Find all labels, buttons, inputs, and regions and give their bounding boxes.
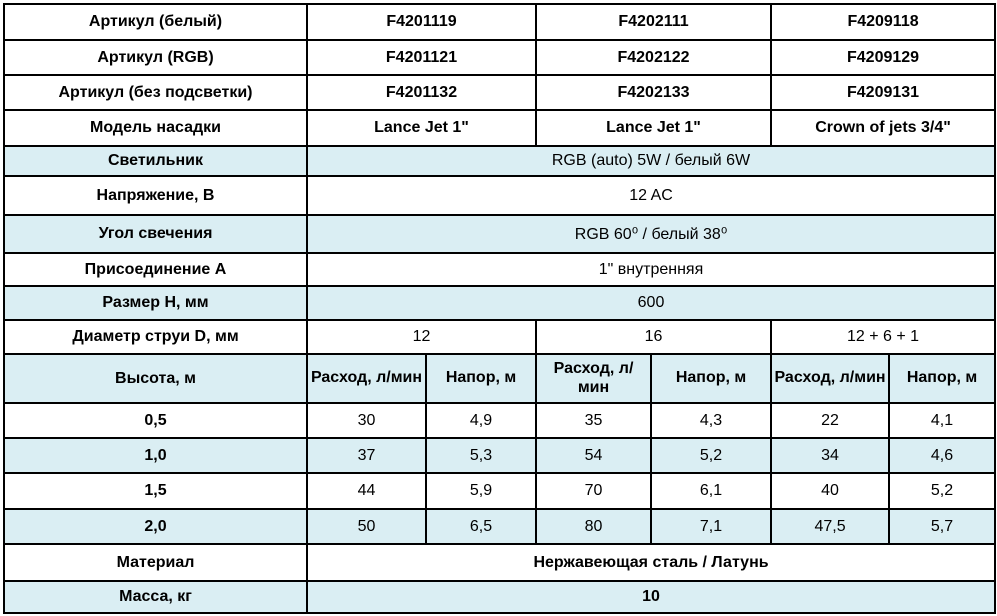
flow-value-cell: 30 — [307, 403, 426, 438]
article-cell: F4202133 — [536, 75, 771, 110]
flow-value-cell: 40 — [771, 473, 889, 509]
article-cell: F4209131 — [771, 75, 995, 110]
flow-column-header: Расход, л/мин — [771, 354, 889, 403]
table-row-size-h — [4, 286, 995, 320]
table-row-light — [4, 146, 995, 176]
head-column-header: Напор, м — [889, 354, 995, 403]
head-value-cell: 4,3 — [651, 403, 771, 438]
table-row-flow-header — [4, 354, 995, 403]
head-value-cell: 4,9 — [426, 403, 536, 438]
article-cell: F4209118 — [771, 4, 995, 40]
head-value-cell: 5,2 — [651, 438, 771, 473]
model-cell: Lance Jet 1" — [536, 110, 771, 146]
table-row-article-rgb — [4, 40, 995, 75]
table-row-beam-angle — [4, 215, 995, 253]
spec-value-cell: RGB (auto) 5W / белый 6W — [307, 146, 995, 176]
table-row-connection — [4, 253, 995, 286]
head-column-header: Напор, м — [651, 354, 771, 403]
row-label: Диаметр струи D, мм — [4, 320, 307, 354]
article-cell: F4202122 — [536, 40, 771, 75]
diameter-cell: 12 + 6 + 1 — [771, 320, 995, 354]
row-label: Напряжение, В — [4, 176, 307, 215]
head-value-cell: 5,3 — [426, 438, 536, 473]
row-label: Светильник — [4, 146, 307, 176]
flow-value-cell: 50 — [307, 509, 426, 544]
height-cell: 1,5 — [4, 473, 307, 509]
head-column-header: Напор, м — [426, 354, 536, 403]
flow-value-cell: 34 — [771, 438, 889, 473]
flow-value-cell: 70 — [536, 473, 651, 509]
spec-value-cell: 1" внутренняя — [307, 253, 995, 286]
table-row-article-nolight — [4, 75, 995, 110]
head-value-cell: 5,7 — [889, 509, 995, 544]
row-label: Артикул (белый) — [4, 4, 307, 40]
model-cell: Crown of jets 3/4" — [771, 110, 995, 146]
row-label: Артикул (без подсветки) — [4, 75, 307, 110]
model-cell: Lance Jet 1" — [307, 110, 536, 146]
head-value-cell: 4,1 — [889, 403, 995, 438]
table-row-height-1-5 — [4, 473, 995, 509]
height-cell: 1,0 — [4, 438, 307, 473]
diameter-cell: 12 — [307, 320, 536, 354]
head-value-cell: 6,5 — [426, 509, 536, 544]
table-row-height-2-0 — [4, 509, 995, 544]
row-label: Размер H, мм — [4, 286, 307, 320]
flow-value-cell: 47,5 — [771, 509, 889, 544]
fountain-nozzle-spec-table — [3, 3, 996, 614]
flow-value-cell: 22 — [771, 403, 889, 438]
spec-value-cell: 12 AC — [307, 176, 995, 215]
head-value-cell: 7,1 — [651, 509, 771, 544]
article-cell: F4201121 — [307, 40, 536, 75]
article-cell: F4201132 — [307, 75, 536, 110]
table-row-article-white — [4, 4, 995, 40]
head-value-cell: 5,2 — [889, 473, 995, 509]
table-row-height-1-0 — [4, 438, 995, 473]
table-row-height-0-5 — [4, 403, 995, 438]
row-label: Артикул (RGB) — [4, 40, 307, 75]
material-value-cell: Нержавеющая сталь / Латунь — [307, 544, 995, 581]
height-cell: 0,5 — [4, 403, 307, 438]
table-row-jet-diameter — [4, 320, 995, 354]
height-column-header: Высота, м — [4, 354, 307, 403]
spec-value-cell: RGB 60⁰ / белый 38⁰ — [307, 215, 995, 253]
article-cell: F4201119 — [307, 4, 536, 40]
flow-value-cell: 80 — [536, 509, 651, 544]
article-cell: F4209129 — [771, 40, 995, 75]
row-label: Угол свечения — [4, 215, 307, 253]
table-row-mass — [4, 581, 995, 613]
diameter-cell: 16 — [536, 320, 771, 354]
row-label: Масса, кг — [4, 581, 307, 613]
flow-value-cell: 37 — [307, 438, 426, 473]
article-cell: F4202111 — [536, 4, 771, 40]
spec-value-cell: 600 — [307, 286, 995, 320]
flow-column-header: Расход, л/мин — [536, 354, 651, 403]
flow-column-header: Расход, л/мин — [307, 354, 426, 403]
table-row-material — [4, 544, 995, 581]
head-value-cell: 5,9 — [426, 473, 536, 509]
table-row-voltage — [4, 176, 995, 215]
row-label: Материал — [4, 544, 307, 581]
flow-value-cell: 35 — [536, 403, 651, 438]
height-cell: 2,0 — [4, 509, 307, 544]
head-value-cell: 6,1 — [651, 473, 771, 509]
mass-value-cell: 10 — [307, 581, 995, 613]
row-label: Присоединение A — [4, 253, 307, 286]
head-value-cell: 4,6 — [889, 438, 995, 473]
flow-value-cell: 44 — [307, 473, 426, 509]
flow-value-cell: 54 — [536, 438, 651, 473]
table-row-model — [4, 110, 995, 146]
row-label: Модель насадки — [4, 110, 307, 146]
